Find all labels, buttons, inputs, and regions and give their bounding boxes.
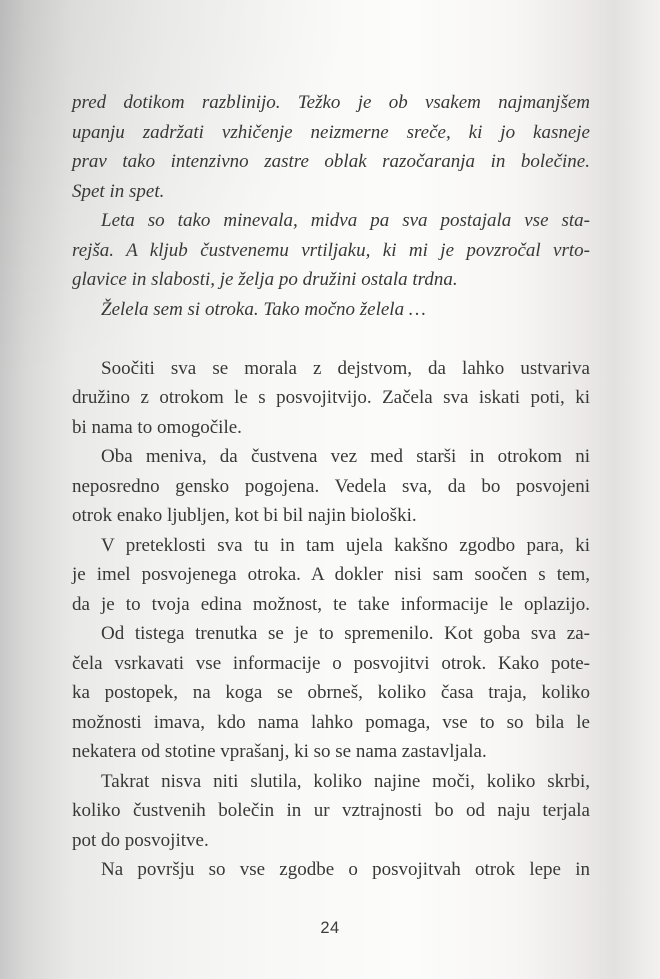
paragraph — [72, 295, 590, 325]
paragraph — [72, 855, 590, 885]
text-line: pred dotikom razblinijo. Težko je ob vsakem najmanjšem — [72, 92, 590, 113]
text-line: ka postopek, na koga se obrneš, koliko časa traja, koliko — [72, 682, 590, 703]
text-line: nekatera od stotine vprašanj, ki so se nama zastavljala. — [72, 741, 487, 762]
text-line: otrok enako ljubljen, kot bi bil najin biološki. — [72, 505, 417, 526]
page-text — [72, 88, 590, 885]
text-line: Spet in spet. — [72, 180, 165, 202]
text-line: Od tistega trenutka se je to spremenilo. Kot goba sva za- — [101, 623, 590, 644]
text-line: koliko čustvenih bolečin in ur vztrajnosti bo od naju terjala — [72, 800, 590, 821]
text-line: Na površju so vse zgodbe o posvojitvah otrok lepe in — [101, 859, 590, 880]
text-line: V preteklosti sva tu in tam ujela kakšno zgodbo para, ki — [101, 534, 590, 556]
text-line: Oba meniva, da čustvena vez med starši in otrokom ni — [101, 446, 590, 467]
text-line: da je to tvoja edina možnost, te take informacije le oplazijo. — [72, 593, 590, 615]
text-line: družino z otrokom le s posvojitvijo. Začela sva iskati poti, ki — [72, 387, 590, 408]
text-line: Takrat nisva niti slutila, koliko najine moči, koliko skrbi, — [101, 770, 590, 792]
paragraph — [72, 767, 590, 856]
text-line: Soočiti sva se morala z dejstvom, da lahko ustvariva — [101, 357, 590, 379]
page-number: 24 — [320, 919, 340, 937]
text-line: glavice in slabosti, je želja po družini ostala trdna. — [72, 269, 458, 290]
paragraph — [72, 619, 590, 767]
text-line: Želela sem si otroka. Tako močno želela … — [101, 298, 426, 320]
text-line: neposredno gensko pogojena. Vedela sva, da bo posvojeni — [72, 475, 590, 497]
paragraph — [72, 354, 590, 443]
paragraph — [72, 442, 590, 531]
text-line: Leta so tako minevala, midva pa sva postajala vse sta- — [101, 210, 590, 231]
text-line: možnosti imava, kdo nama lahko pomaga, vse to so bila le — [72, 711, 590, 733]
text-line: bi nama to omogočile. — [72, 416, 242, 438]
text-line: čela vsrkavati vse informacije o posvojitvi otrok. Kako pote- — [72, 652, 590, 674]
text-line: prav tako intenzivno zastre oblak razočaranja in bolečine. — [72, 151, 590, 172]
text-line: pot do posvojitve. — [72, 829, 209, 851]
text-line: je imel posvojenega otroka. A dokler nisi sam soočen s tem, — [72, 564, 590, 585]
text-line: rejša. A kljub čustvenemu vrtiljaku, ki mi je povzročal vrto- — [72, 239, 590, 261]
paragraph — [72, 531, 590, 620]
text-line: upanju zadržati vzhičenje neizmerne sreče, ki jo kasneje — [72, 121, 590, 143]
paragraph — [72, 88, 590, 206]
paragraph — [72, 206, 590, 295]
